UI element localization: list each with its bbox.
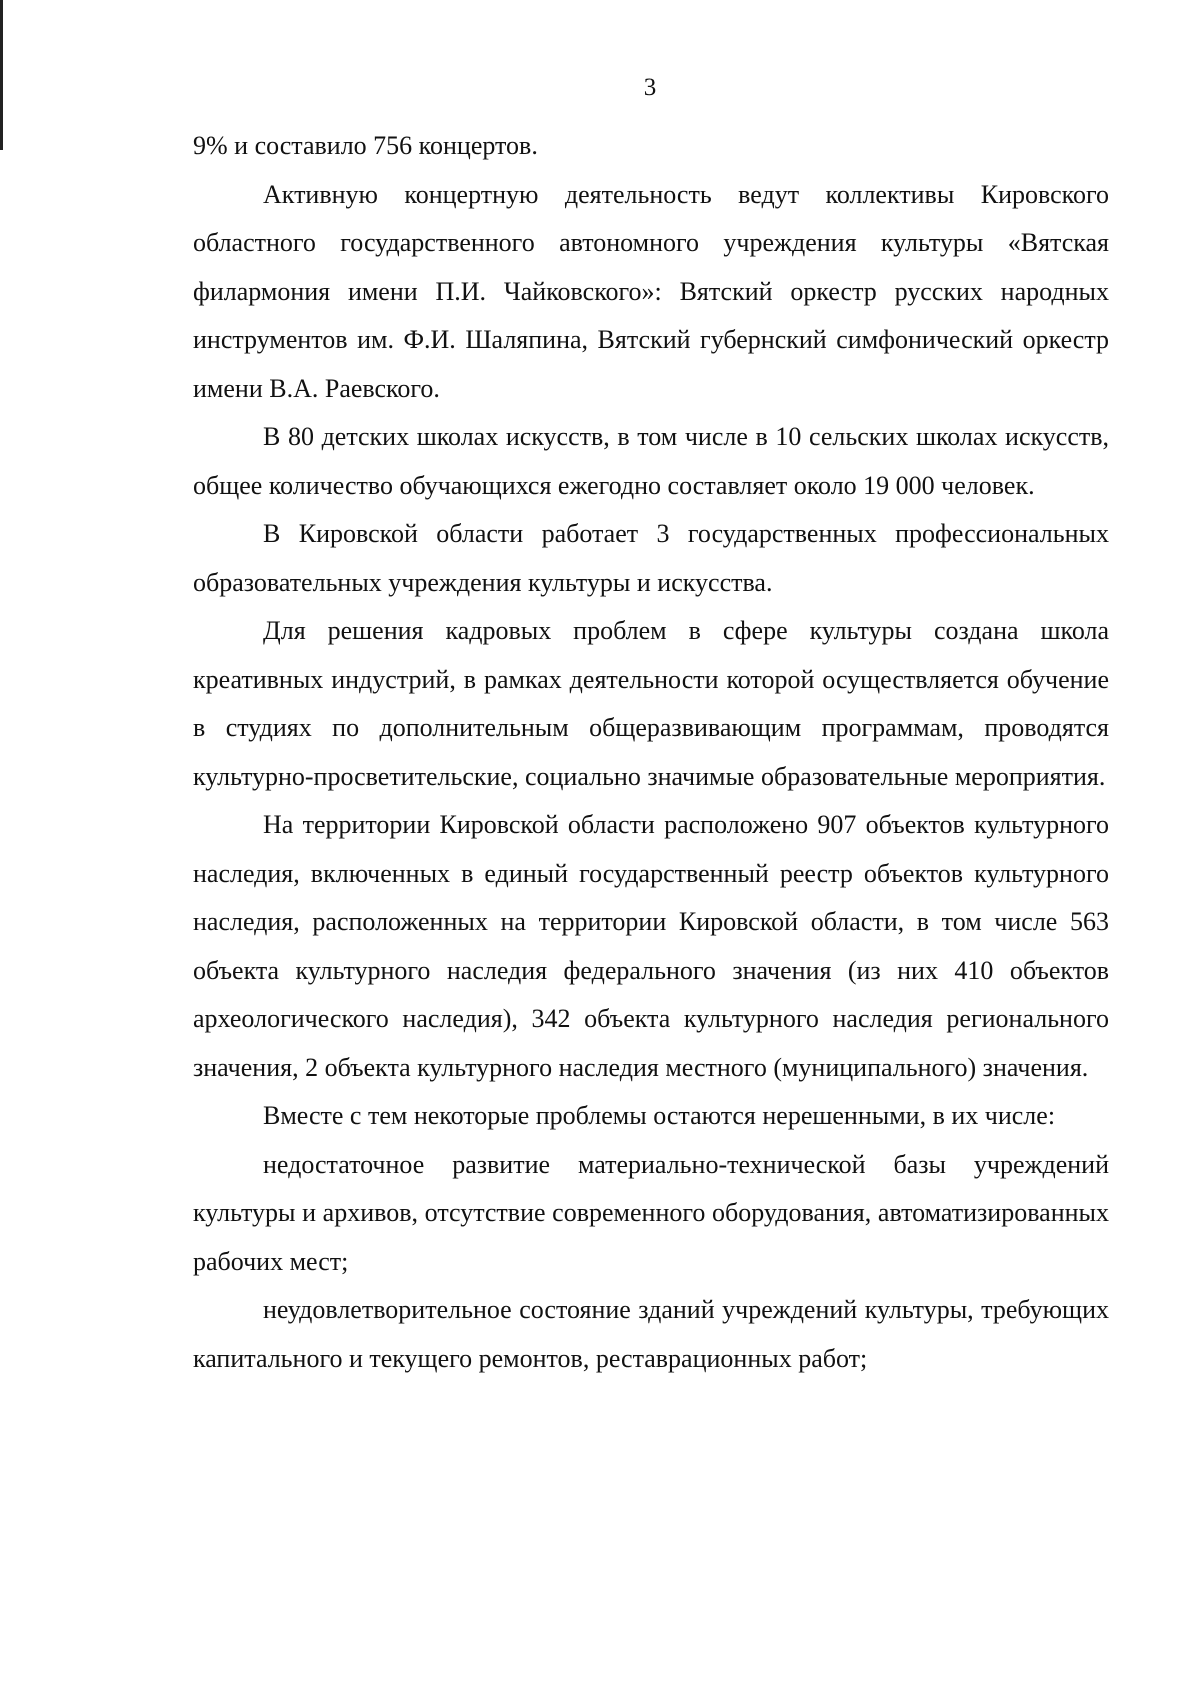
paragraph-4: В Кировской области работает 3 государственных профессиональных образовательных учреждения культуры и искусства.: [193, 519, 1109, 597]
scan-edge-mark: [0, 0, 3, 150]
paragraph-6: На территории Кировской области расположено 907 объектов культурного наследия, включенных в единый государственный реестр объектов культурного наследия, расположенных на территории Кировской области, в том числе 563 объекта культурного наследия федерального значения (из них 410 объектов археологического наследия), 342 объекта культурного наследия регионального значения, 2 объекта культурного наследия местного (муниципального) значения.: [193, 810, 1109, 1082]
paragraph-7: Вместе с тем некоторые проблемы остаются нерешенными, в их числе:: [263, 1101, 1056, 1130]
paragraph-9: неудовлетворительное состояние зданий учреждений культуры, требующих капитального и текущего ремонтов, реставрационных работ;: [193, 1295, 1109, 1373]
paragraph-1: 9% и составило 756 концертов.: [193, 131, 538, 160]
paragraph-8: недостаточное развитие материально-технической базы учреждений культуры и архивов, отсутствие современного оборудования, автоматизированных рабочих мест;: [193, 1149, 1109, 1276]
paragraph-3: В 80 детских школах искусств, в том числе в 10 сельских школах искусств, общее количество обучающихся ежегодно составляет около 19 000 человек.: [193, 422, 1109, 500]
paragraph-2: Активную концертную деятельность ведут коллективы Кировского областного государственного автономного учреждения культуры «Вятская филармония имени П.И. Чайковского»: Вятский оркестр русских народных инструментов им. Ф.И. Шаляпина, Вятский губернский симфонический оркестр имени В.А. Раевского.: [193, 179, 1109, 403]
document-body: [193, 122, 1109, 1383]
paragraph-5: Для решения кадровых проблем в сфере культуры создана школа креативных индустрий, в рамках деятельности которой осуществляется обучение в студиях по дополнительным общеразвивающим программам, проводятся культурно-просветительские, социально значимые образовательные мероприятия.: [193, 616, 1109, 791]
page-number: 3: [643, 74, 657, 101]
